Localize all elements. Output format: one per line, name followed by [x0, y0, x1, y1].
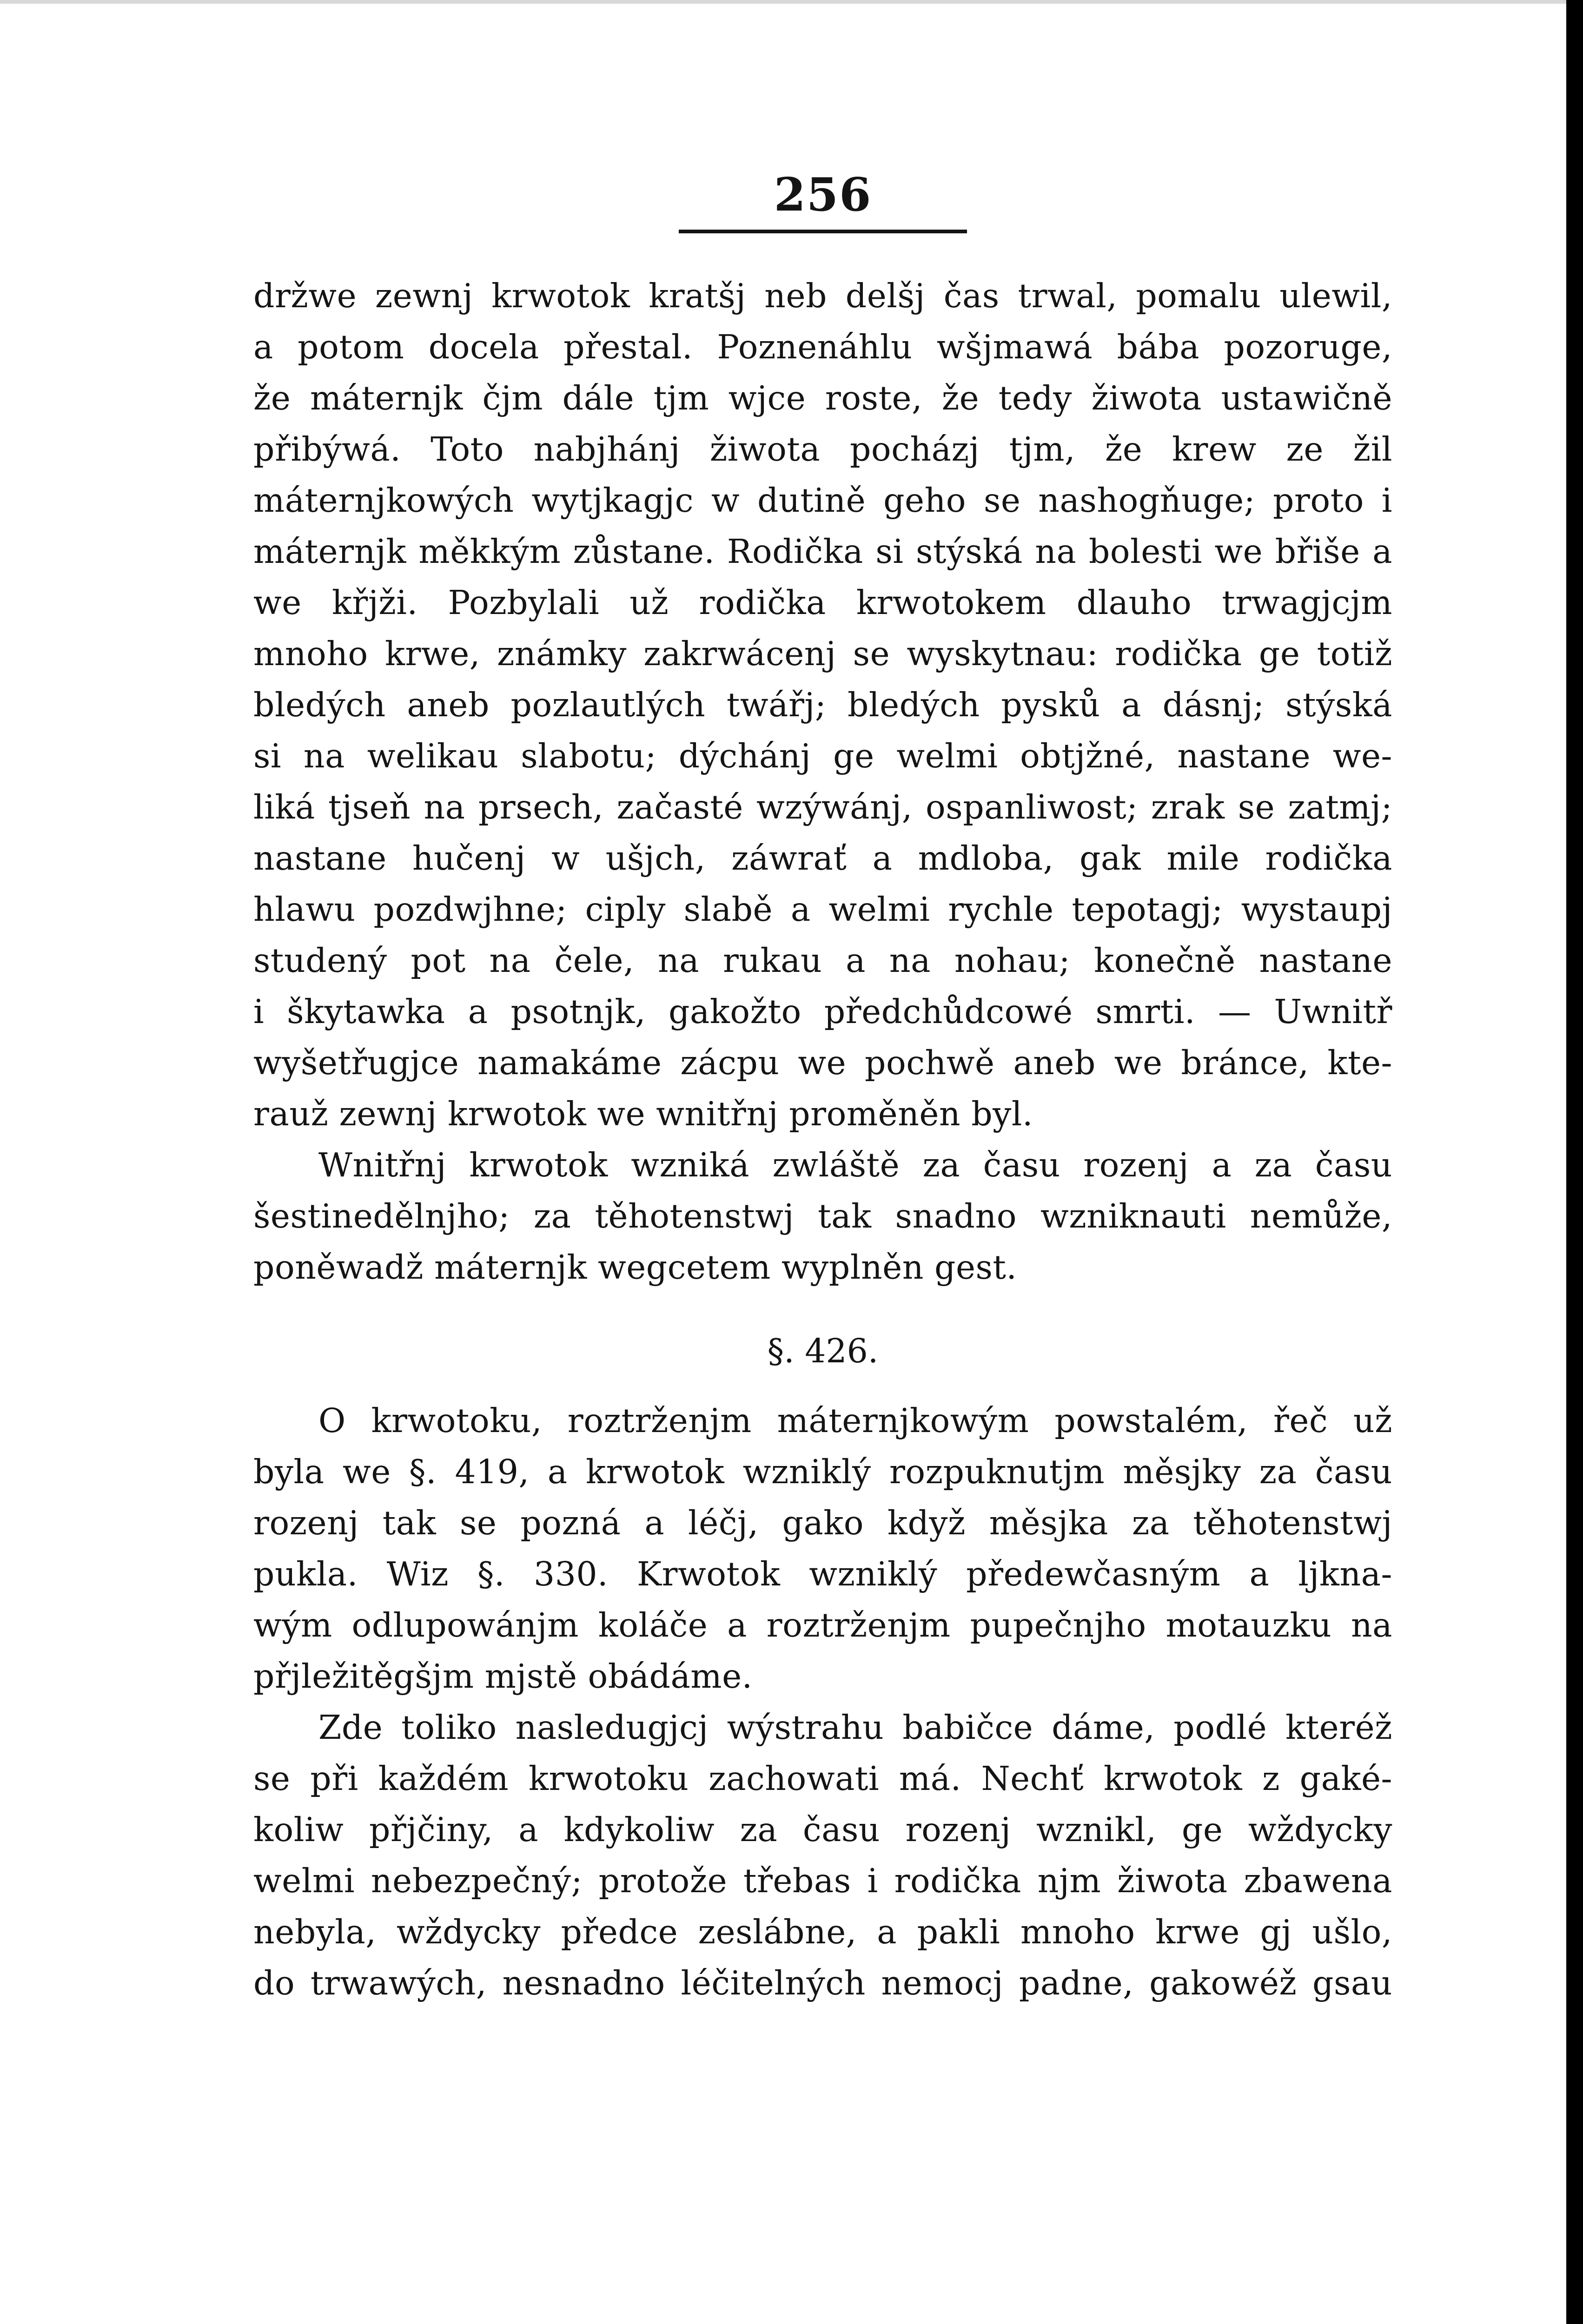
page-number: 256 [774, 168, 872, 222]
text-line: že máternjk čjm dále tjm wjce roste, že tedy žiwota ustawičně [253, 379, 1392, 417]
text-line: byla we §. 419, a krwotok wzniklý rozpuknutjm měsjky za času [253, 1452, 1392, 1491]
text-line: studený pot na čele, na rukau a na nohau; konečně nastane [253, 941, 1392, 980]
text-line: welmi nebezpečný; protože třebas i rodička njm žiwota zbawena [253, 1862, 1392, 1900]
text-line: přjležitěgšjm mjstě obádáme. [253, 1657, 753, 1696]
text-line: nebyla, wždycky předce zeslábne, a pakli mnoho krwe gj ušlo, [253, 1913, 1392, 1951]
section-heading: §. 426. [767, 1332, 879, 1370]
text-line: liká tjseň na prsech, začasté wzýwánj, ospanliwost; zrak se zatmj; [253, 788, 1392, 826]
text-line: máternjk měkkým zůstane. Rodička si stýská na bolesti we břiše a [253, 532, 1392, 571]
text-line: we křjži. Pozbylali už rodička krwotokem dlauho trwagjcjm [253, 583, 1392, 622]
text-line: pukla. Wiz §. 330. Krwotok wzniklý předewčasným a ljkna- [253, 1555, 1392, 1593]
scan-top-edge [0, 0, 1583, 4]
text-line: rauž zewnj krwotok we wnitřnj proměněn byl. [253, 1095, 1033, 1133]
text-line: bledých aneb pozlautlých twářj; bledých pysků a dásnj; stýská [253, 686, 1392, 724]
book-page [253, 167, 1392, 2009]
paragraph-hemorrhage-symptoms [253, 271, 1392, 1140]
text-line: nastane hučenj w ušjch, záwrať a mdloba, gak mile rodička [253, 839, 1392, 878]
text-line: šestinedělnjho; za těhotenstwj tak snadno wzniknauti nemůže, [253, 1197, 1392, 1235]
text-line: přibýwá. Toto nabjhánj žiwota pocházj tjm, že krew ze žil [253, 430, 1392, 469]
text-line: i škytawka a psotnjk, gakožto předchůdcowé smrti. — Uwnitř [253, 992, 1392, 1031]
paragraph-midwife-warning [253, 1702, 1392, 2009]
text-line: mnoho krwe, známky zakrwácenj se wyskytnau: rodička ge totiž [253, 634, 1392, 673]
text-line: Zde toliko nasledugjcj wýstrahu babičce dáme, podlé kteréž [318, 1708, 1392, 1747]
text-line: se při každém krwotoku zachowati má. Nechť krwotok z gaké- [253, 1759, 1392, 1798]
page-number-rule [679, 230, 967, 233]
text-line: rozenj tak se pozná a léčj, gako když měsjka za těhotenstwj [253, 1504, 1392, 1542]
text-line: O krwotoku, roztrženjm máternjkowým powstalém, řeč už [318, 1401, 1392, 1440]
text-line: a potom docela přestal. Poznenáhlu wšjmawá bába pozoruge, [253, 328, 1392, 366]
text-line: si na welikau slabotu; dýchánj ge welmi obtjžné, nastane we- [253, 737, 1392, 775]
text-line: wým odlupowánjm koláče a roztrženjm pupečnjho motauzku na [253, 1606, 1392, 1644]
text-line: držwe zewnj krwotok kratšj neb delšj čas trwal, pomalu ulewil, [253, 277, 1392, 315]
scan-right-edge [1566, 0, 1583, 2324]
text-line: koliw přjčiny, a kdykoliw za času rozenj wznikl, ge wždycky [253, 1810, 1392, 1849]
text-line: máternjkowých wytjkagjc w dutině geho se nashogňuge; proto i [253, 481, 1392, 520]
text-line: poněwadž máternjk wegcetem wyplněn gest. [253, 1248, 1017, 1287]
text-line: hlawu pozdwjhne; ciply slabě a welmi rychle tepotagj; wystaupj [253, 890, 1392, 929]
paragraph-uterine-rupture [253, 1395, 1392, 1702]
text-line: wyšetřugjce namakáme zácpu we pochwě aneb we bránce, kte- [253, 1043, 1392, 1082]
text-line: Wnitřnj krwotok wzniká zwláště za času rozenj a za času [318, 1146, 1392, 1184]
paragraph-internal-hemorrhage [253, 1140, 1392, 1293]
text-line: do trwawých, nesnadno léčitelných nemocj padne, gakowéž gsau [253, 1964, 1392, 2002]
